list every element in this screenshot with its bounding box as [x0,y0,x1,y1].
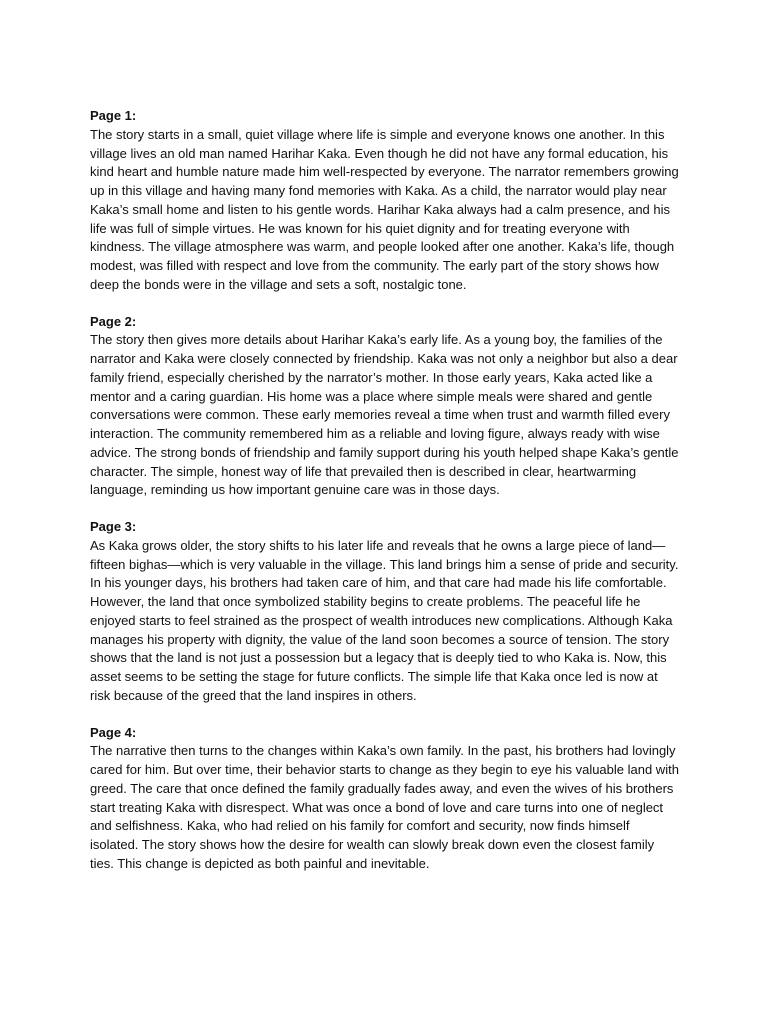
section-paragraph: As Kaka grows older, the story shifts to his later life and reveals that he owns a large piece of land—fifteen bighas—which is very valuable in the village. This land brings him a sense of pride and security. In his younger days, his brothers had taken care of him, and that care had made his life comfortable. However, the land that once symbolized stability begins to create problems. The peaceful life he enjoyed starts to feel strained as the prospect of wealth introduces new complications. Although Kaka manages his property with dignity, the value of the land soon becomes a source of tension. The story shows that the land is not just a possession but a legacy that is deeply tied to who Kaka is. Now, this asset seems to be setting the stage for future conflicts. The simple life that Kaka once led is now at risk because of the greed that the land inspires in others. [90,537,679,703]
section-page-1 [90,107,680,295]
section-paragraph: The story starts in a small, quiet village where life is simple and everyone knows one another. In this village lives an old man named Harihar Kaka. Even though he did not have any formal education, his kind heart and humble nature made him well-respected by everyone. The narrator remembers growing up in this village and having many fond memories with Kaka. As a child, the narrator would play near Kaka’s small home and listen to his gentle words. Harihar Kaka always had a calm presence, and his life was full of simple virtues. He was known for his quiet dignity and for treating everyone with kindness. The village atmosphere was warm, and people looked after one another. Kaka’s life, though modest, was filled with respect and love from the community. The early part of the story shows how deep the bonds were in the village and sets a soft, nostalgic tone. [90,126,679,292]
document-page [90,107,680,892]
section-page-2 [90,313,680,501]
section-paragraph: The story then gives more details about Harihar Kaka’s early life. As a young boy, the families of the narrator and Kaka were closely connected by friendship. Kaka was not only a neighbor but also a dear family friend, especially cherished by the narrator’s mother. In those early years, Kaka acted like a mentor and a caring guardian. His home was a place where simple meals were shared and gentle conversations were common. These early memories reveal a time when trust and warmth filled every interaction. The community remembered him as a reliable and loving figure, always ready with wise advice. The strong bonds of friendship and family support during his youth helped shape Kaka’s gentle character. The simple, honest way of life that prevailed then is described in clear, heartwarming language, reminding us how important genuine care was in those days. [90,332,679,498]
section-heading: Page 2: [90,313,137,329]
section-page-4 [90,724,680,874]
section-heading: Page 3: [90,519,137,534]
section-heading: Page 1: [90,108,137,123]
section-heading: Page 4: [90,724,137,740]
section-paragraph: The narrative then turns to the changes within Kaka’s own family. In the past, his brothers had lovingly cared for him. But over time, their behavior starts to change as they begin to eye his valuable land with greed. The care that once defined the family gradually fades away, and even the wives of his brothers start treating Kaka with disrespect. What was once a bond of love and care turns into one of neglect and selfishness. Kaka, who had relied on his family for comfort and security, now finds himself isolated. The story shows how the desire for wealth can slowly break down even the closest family ties. This change is depicted as both painful and inevitable. [90,743,679,871]
section-page-3 [90,518,680,706]
